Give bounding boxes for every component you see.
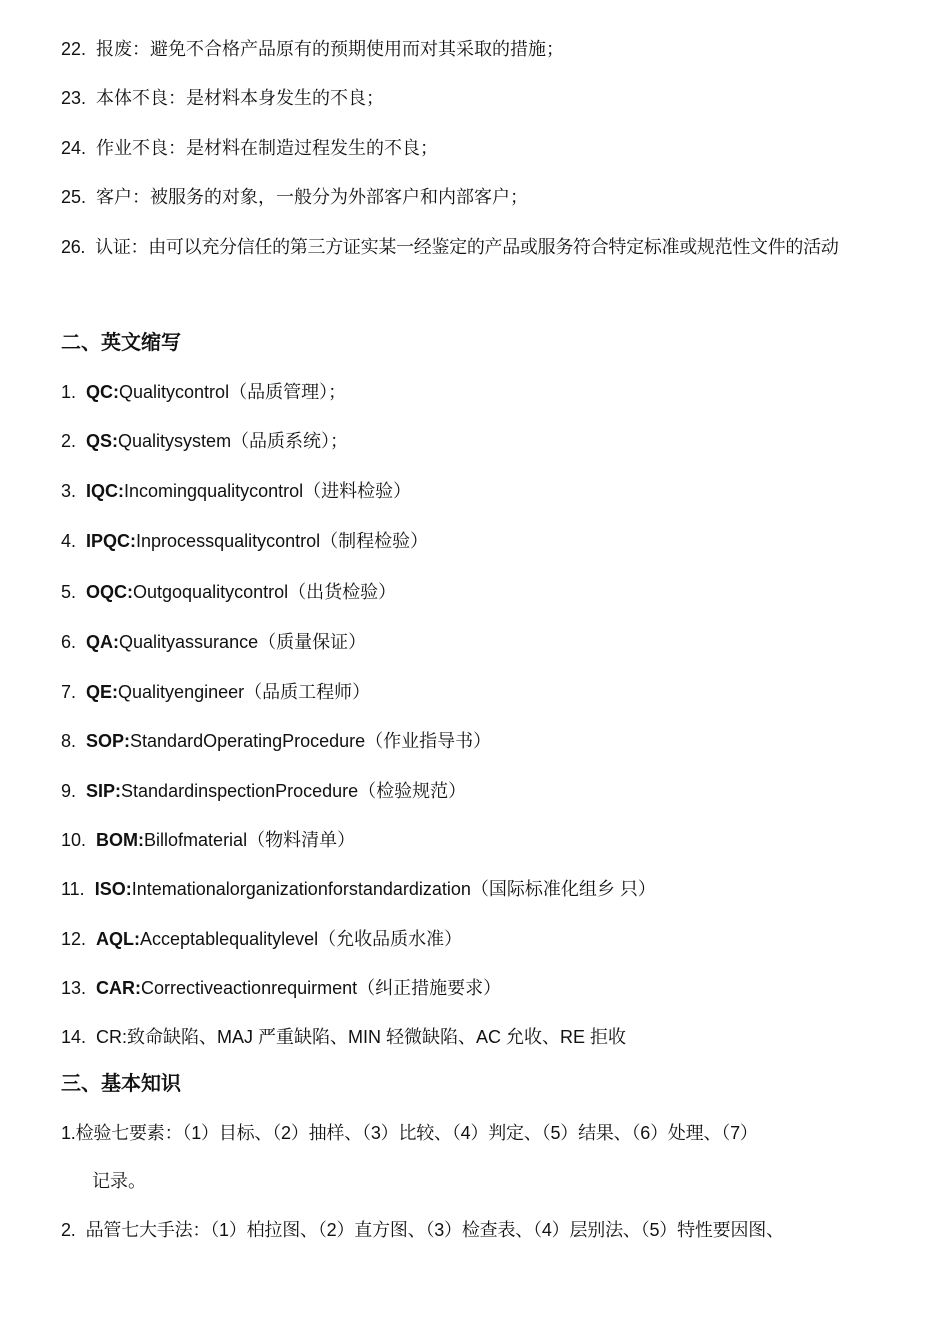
abbreviation-code: AQL:: [96, 929, 141, 949]
abbreviation-item: [61, 429, 348, 453]
abbreviation-text: Outgoqualitycontrol（出货检验）: [133, 582, 397, 602]
knowledge-item-line: 1.检验七要素：（1）目标、（2）抽样、（3）比较、（4）判定、（5）结果、（6）处理、（7）: [61, 1123, 758, 1143]
item-number: 13.: [61, 978, 87, 998]
knowledge-item-continuation: 记录。: [92, 1171, 146, 1191]
abbreviation-item: [61, 976, 501, 1000]
item-number: 3.: [61, 481, 77, 501]
item-number: 6.: [61, 632, 77, 652]
abbreviation-code: IPQC:: [86, 531, 137, 551]
item-text: 作业不良：是材料在制造过程发生的不良；: [96, 138, 439, 158]
definition-item: [61, 37, 564, 61]
abbreviation-text: Qualitysystem（品质系统）；: [118, 431, 349, 451]
item-number: 2.: [61, 431, 77, 451]
abbreviation-code: QC:: [86, 382, 120, 402]
item-number: 24.: [61, 138, 87, 158]
abbreviation-item: [61, 828, 355, 852]
item-number: 2.: [61, 1220, 76, 1240]
item-number: 4.: [61, 531, 77, 551]
abbreviation-item: [61, 479, 411, 503]
item-number: 9.: [61, 781, 77, 801]
abbreviation-text: Intemationalorganizationforstandardization（国际标准化组乡 只）: [131, 879, 656, 899]
abbreviation-code: QS:: [86, 431, 119, 451]
abbreviation-item: [61, 877, 656, 901]
abbreviation-item: [61, 927, 462, 951]
item-number: 8.: [61, 731, 77, 751]
abbreviation-item: [61, 1025, 626, 1049]
item-number: 23.: [61, 88, 87, 108]
item-number: 12.: [61, 929, 87, 949]
item-text: 本体不良：是材料本身发生的不良；: [96, 88, 385, 108]
abbreviation-text: CR:致命缺陷、MAJ 严重缺陷、MIN 轻微缺陷、AC 允收、RE 拒收: [96, 1027, 627, 1047]
item-number: 14.: [61, 1027, 87, 1047]
item-text: 报废：避免不合格产品原有的预期使用而对其采取的措施；: [96, 39, 565, 59]
abbreviation-item: [61, 729, 491, 753]
definition-item: [61, 235, 839, 259]
abbreviation-code: QA:: [86, 632, 120, 652]
abbreviation-code: BOM:: [96, 830, 145, 850]
abbreviation-text: StandardOperatingProcedure（作业指导书）: [130, 731, 492, 751]
abbreviation-text: Inprocessqualitycontrol（制程检验）: [136, 531, 429, 551]
abbreviation-code: ISO:: [94, 879, 132, 899]
item-number: 1.: [61, 382, 77, 402]
item-number: 7.: [61, 682, 77, 702]
item-number: 10.: [61, 830, 87, 850]
abbreviation-text: Acceptablequalitylevel（允收品质水准）: [140, 929, 463, 949]
section-heading-basic-knowledge: 三、基本知识: [61, 1073, 181, 1095]
abbreviation-text: Qualitycontrol（品质管理）；: [119, 382, 347, 402]
item-text: 客户：被服务的对象，一般分为外部客户和内部客户；: [96, 187, 529, 207]
abbreviation-code: IQC:: [86, 481, 125, 501]
item-number: 25.: [61, 187, 87, 207]
abbreviation-code: SIP:: [86, 781, 122, 801]
abbreviation-code: CAR:: [96, 978, 142, 998]
section-heading-abbreviations: 二、英文缩写: [61, 332, 181, 354]
abbreviation-item: [61, 779, 466, 803]
item-number: 22.: [61, 39, 87, 59]
item-number: 5.: [61, 582, 77, 602]
abbreviation-text: StandardinspectionProcedure（检验规范）: [121, 781, 467, 801]
abbreviation-code: QE:: [86, 682, 119, 702]
abbreviation-text: Correctiveactionrequirment（纠正措施要求）: [141, 978, 502, 998]
item-text: 品管七大手法：（1）柏拉图、（2）直方图、（3）检查表、（4）层别法、（5）特性要因图、: [85, 1220, 784, 1240]
abbreviation-item: [61, 580, 396, 604]
knowledge-item: [61, 1218, 784, 1242]
abbreviation-code: SOP:: [86, 731, 131, 751]
definition-item: [61, 86, 384, 110]
abbreviation-text: Incomingqualitycontrol（进料检验）: [124, 481, 412, 501]
abbreviation-text: Qualityengineer（品质工程师）: [118, 682, 371, 702]
abbreviation-item: [61, 630, 366, 654]
abbreviation-text: Qualityassurance（质量保证）: [119, 632, 367, 652]
definition-item: [61, 185, 528, 209]
abbreviation-text: Billofmaterial（物料清单）: [144, 830, 356, 850]
item-text: 认证：由可以充分信任的第三方证实某一经鉴定的产品或服务符合特定标准或规范性文件的活动: [95, 237, 839, 257]
definition-item: [61, 136, 438, 160]
abbreviation-code: OQC:: [86, 582, 134, 602]
abbreviation-item: [61, 380, 346, 404]
abbreviation-item: [61, 680, 370, 704]
item-number: 11.: [61, 879, 85, 899]
abbreviation-item: [61, 529, 428, 553]
item-number: 26.: [61, 237, 86, 257]
